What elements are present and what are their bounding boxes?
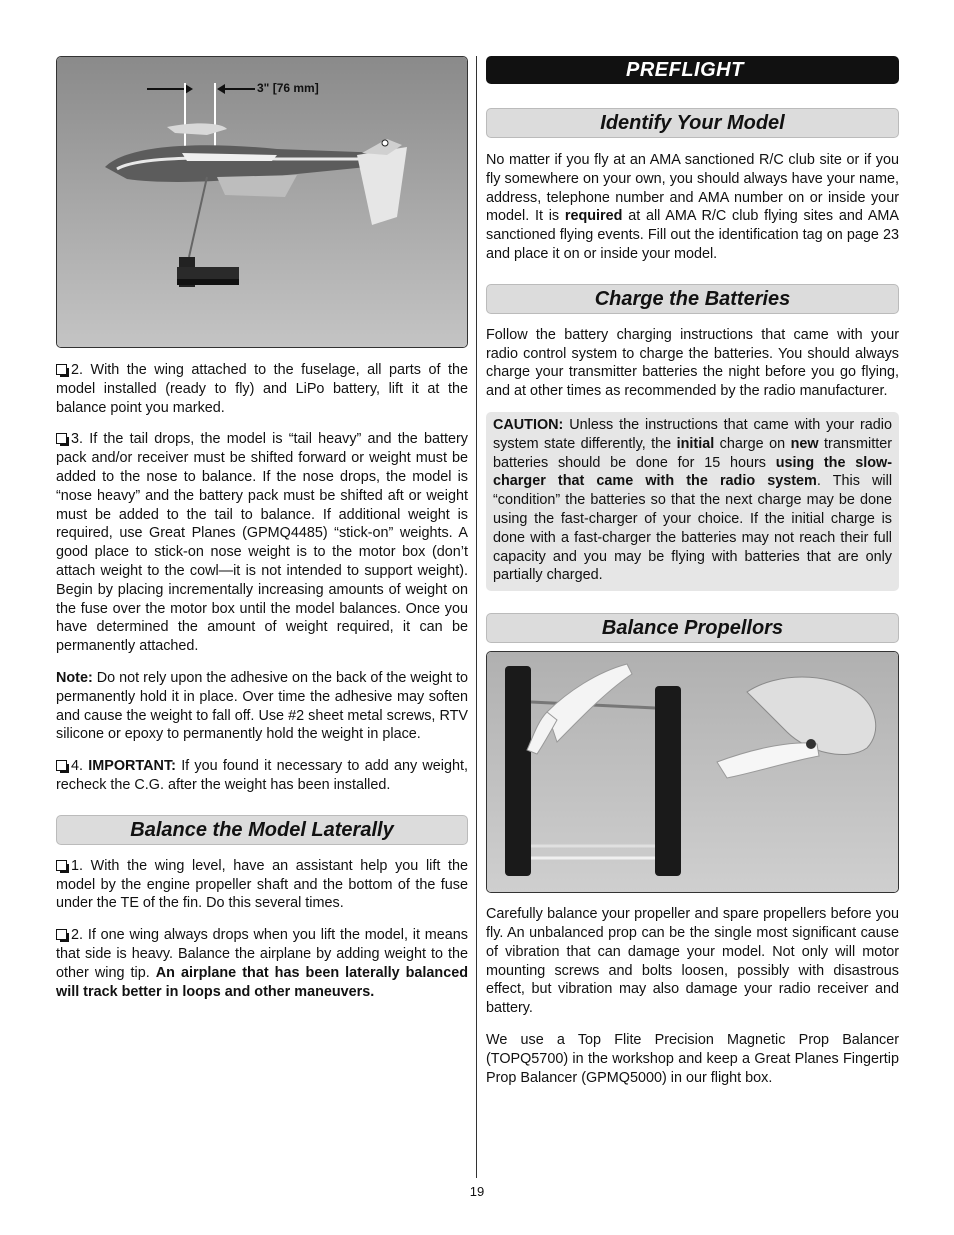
right-column xyxy=(486,56,899,1087)
left-column xyxy=(56,56,468,1001)
prop-paragraph-2: We use a Top Flite Precision Magnetic Prop Balancer (TOPQ5700) in the workshop and keep a Great Planes Fingertip Prop Balancer (GPMQ5000) in our flight box. xyxy=(486,1031,899,1086)
identify-paragraph: No matter if you fly at an AMA sanctioned R/C club site or if you fly somewhere on your own, you should always have your name, address, telephone number and AMA number on or inside your model. It is required at all AMA R/C club flying sites and AMA sanctioned flying events. Fill out the identification tag on page 23 and place it on or inside your model. xyxy=(486,152,900,262)
airplane-balance-photo xyxy=(56,56,468,348)
cg-step-4: 4. IMPORTANT: If you found it necessary to add any weight, recheck the C.G. after the weight has been installed. xyxy=(56,758,469,793)
column-divider xyxy=(476,56,477,1178)
balance-propellors-heading: Balance Propellors xyxy=(486,613,899,643)
lateral-step-1: 1. With the wing level, have an assistant help you lift the model by the engine propeller shaft and the bottom of the fuse under the TE of the fin. Do this several times. xyxy=(56,857,468,912)
caution-paragraph: CAUTION: Unless the instructions that came with your radio system state differently, the initial charge on new transmitter batteries should be done for 15 hours using the slow-charger that came with the radio system. This will “condition” the batteries so that the next charge may be done using the fast-charger of your choice. If the initial charge is done with a fast-charger the batteries may not reach their full capacity and you may be flying with batteries that are only partially charged. xyxy=(493,416,893,584)
charge-batteries-heading: Charge the Batteries xyxy=(486,284,899,314)
lateral-balance-heading: Balance the Model Laterally xyxy=(56,815,468,845)
preflight-heading: PREFLIGHT xyxy=(486,56,899,84)
prop-paragraph-1: Carefully balance your propeller and spare propellers before you fly. An unbalanced prop can be the single most significant cause of vibration that can damage your model. Not only will motor mounting screws and bolts loosen, possibly with disastrous effect, but vibration may also damage your radio receiver and battery. xyxy=(486,906,899,1017)
cg-step-3: 3. If the tail drops, the model is “tail heavy” and the battery pack and/or receiver must be shifted forward or weight must be added to the nose to balance. If the nose drops, the model is “nose heavy” and the battery pack must be shifted aft or weight must be added to the tail to balance. If additional weight is required, use Great Planes (GPMQ4485) “stick-on” weights. A good place to stick-on nose weight is to the motor box (don’t attach weight to the cowl—it is not intended to support weight). Begin by placing incrementally increasing amounts of weight on the fuse over the motor box until the model balances. Once you have determined the amount of weight required, it can be permanently attached. xyxy=(56,431,468,655)
lateral-step-2: 2. If one wing always drops when you lift the model, it means that side is heavy. Balance the airplane by adding weight to the other wing tip. An airplane that has been laterally balanced will track better in loops and other maneuvers. xyxy=(56,927,469,1000)
checkbox-icon[interactable] xyxy=(56,760,67,771)
note-paragraph: Note: Do not rely upon the adhesive on the back of the weight to permanently hold it in place. Over time the adhesive may soften and cause the weight to fall off. Use #2 sheet metal screws, RTV silicone or epoxy to permanently hold the weight in place. xyxy=(56,669,468,743)
page-number: 19 xyxy=(469,1184,485,1199)
checkbox-icon[interactable] xyxy=(56,860,67,871)
caution-box xyxy=(486,412,899,591)
dimension-label: 3" [76 mm] xyxy=(257,81,319,95)
identify-model-heading: Identify Your Model xyxy=(486,108,899,138)
cg-step-2: 2. With the wing attached to the fuselage, all parts of the model installed (ready to fly) and LiPo battery, lift it at the balance point you marked. xyxy=(56,362,468,416)
charge-paragraph: Follow the battery charging instructions that came with your radio control system to charge the batteries. You should always charge your transmitter batteries the night before you go flying, and at other times as recommended by the radio manufacturer. xyxy=(486,326,899,400)
checkbox-icon[interactable] xyxy=(56,364,67,375)
checkbox-icon[interactable] xyxy=(56,433,67,444)
prop-balancer-photo xyxy=(486,651,899,893)
checkbox-icon[interactable] xyxy=(56,929,67,940)
